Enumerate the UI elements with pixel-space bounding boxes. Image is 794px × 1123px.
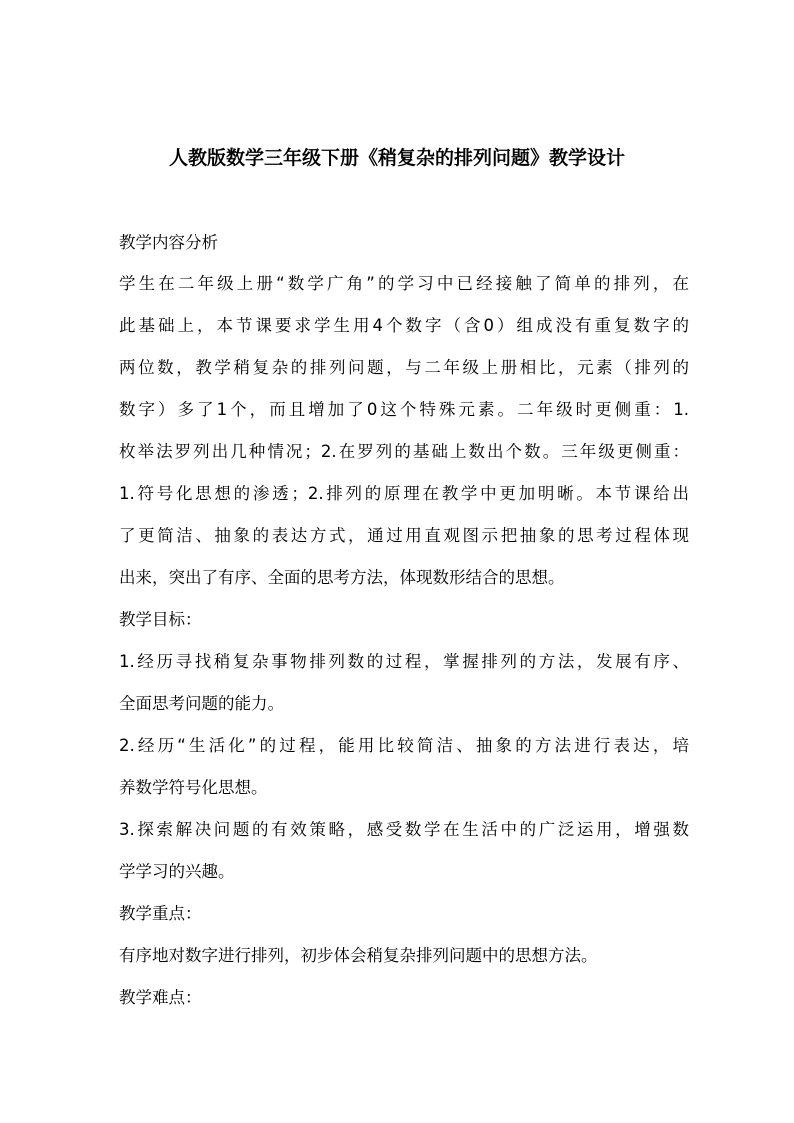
paragraph-line: 此基础上，本节课要求学生用4个数字（含0）组成没有重复数字的 (119, 316, 689, 335)
objective-line: 养数学符号化思想。 (119, 778, 268, 797)
paragraph-line: 1.符号化思想的渗透；2.排列的原理在教学中更加明晰。本节课给出 (119, 484, 689, 503)
document-title: 人教版数学三年级下册《稍复杂的排列问题》教学设计 (168, 147, 625, 169)
paragraph-line: 了更简洁、抽象的表达方式，通过用直观图示把抽象的思考过程体现 (119, 526, 689, 545)
paragraph-line: 学生在二年级上册“数学广角”的学习中已经接触了简单的排列，在 (119, 274, 689, 293)
section-heading-content-analysis: 教学内容分析 (119, 233, 218, 252)
objective-line: 2.经历“生活化”的过程，能用比较简洁、抽象的方法进行表达，培 (119, 736, 689, 755)
section-heading-objectives: 教学目标： (119, 610, 202, 629)
objective-line: 1.经历寻找稍复杂事物排列数的过程，掌握排列的方法，发展有序、 (119, 652, 689, 671)
paragraph-line: 枚举法罗列出几种情况；2.在罗列的基础上数出个数。三年级更侧重： (119, 442, 689, 461)
section-heading-key-points: 教学重点： (119, 904, 202, 923)
key-point-line: 有序地对数字进行排列，初步体会稍复杂排列问题中的思想方法。 (119, 946, 598, 965)
paragraph-line: 数字）多了1个，而且增加了0这个特殊元素。二年级时更侧重：1. (119, 400, 689, 419)
section-heading-difficulties: 教学难点： (119, 988, 202, 1007)
objective-line: 学学习的兴趣。 (119, 862, 235, 881)
objective-line: 3.探索解决问题的有效策略，感受数学在生活中的广泛运用，增强数 (119, 820, 689, 839)
paragraph-line: 出来，突出了有序、全面的思考方法，体现数形结合的思想。 (119, 568, 565, 587)
objective-line: 全面思考问题的能力。 (119, 694, 284, 713)
paragraph-line: 两位数，教学稍复杂的排列问题，与二年级上册相比，元素（排列的 (119, 358, 689, 377)
